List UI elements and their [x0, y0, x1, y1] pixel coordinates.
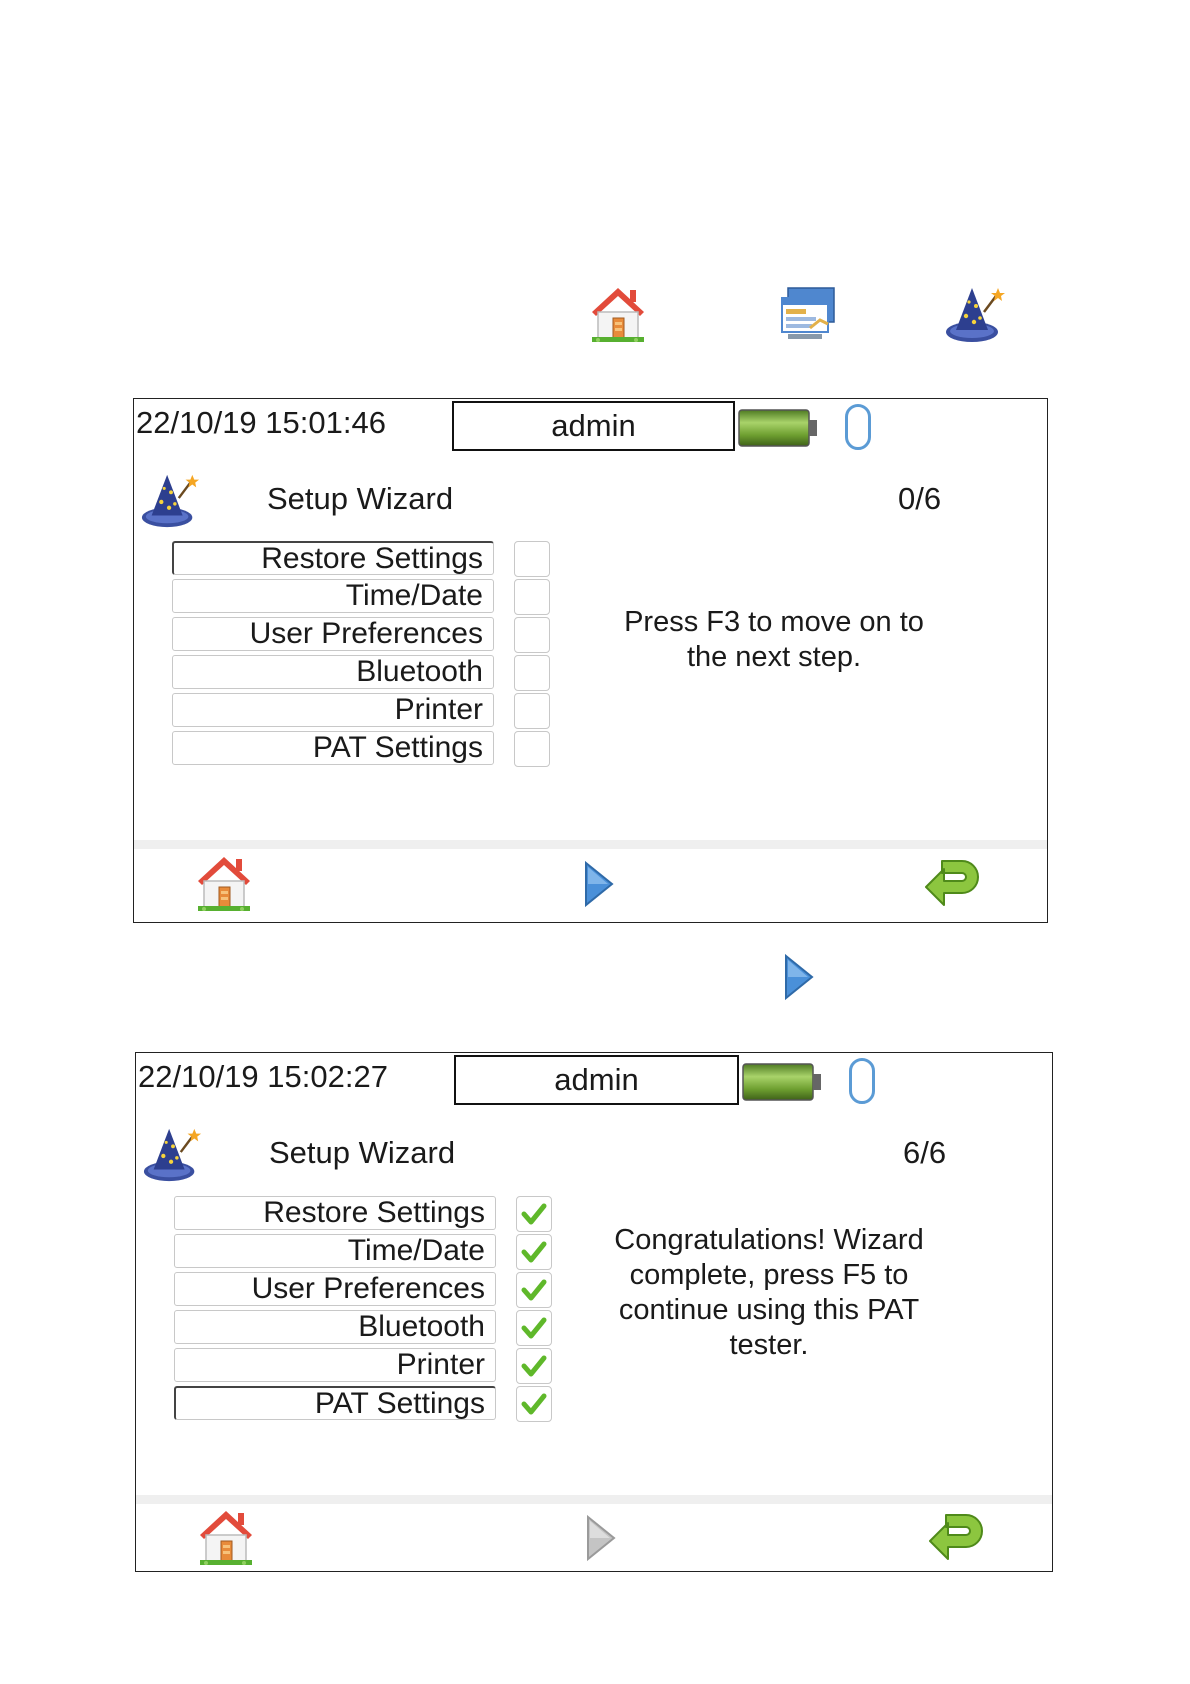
step-restore-settings[interactable]: Restore Settings: [172, 541, 494, 575]
connection-indicator-icon: [849, 1058, 875, 1104]
message-line: tester.: [729, 1329, 809, 1361]
connection-indicator-icon: [845, 404, 871, 450]
step-checkbox: [516, 1196, 552, 1232]
step-time-date[interactable]: Time/Date: [174, 1234, 496, 1268]
step-pat-settings[interactable]: PAT Settings: [174, 1386, 496, 1420]
step-user-preferences[interactable]: User Preferences: [174, 1272, 496, 1306]
settings-screen-icon[interactable]: [776, 282, 840, 346]
message-line: complete, press F5 to: [629, 1259, 909, 1291]
checkmark-icon: [519, 1275, 549, 1305]
instruction-message: [564, 605, 984, 675]
step-restore-settings[interactable]: Restore Settings: [174, 1196, 496, 1230]
wizard-screen-start: [133, 398, 1048, 923]
step-checkbox: [516, 1348, 552, 1384]
step-bluetooth[interactable]: Bluetooth: [172, 655, 494, 689]
step-checkbox: [516, 1272, 552, 1308]
home-icon[interactable]: [586, 282, 650, 346]
progress-counter: 0/6: [898, 481, 942, 516]
message-line: the next step.: [686, 641, 862, 673]
battery-icon: [738, 406, 822, 450]
wizard-icon: [140, 1123, 206, 1185]
next-button[interactable]: [578, 859, 618, 909]
datetime: 22/10/19 15:02:27: [138, 1059, 388, 1094]
message-line: Press F3 to move on to: [624, 606, 924, 638]
step-checkbox: [516, 1310, 552, 1346]
user-name: admin: [554, 1062, 639, 1097]
step-checkbox: [514, 617, 550, 653]
step-checkbox: [514, 655, 550, 691]
step-checkbox: [514, 693, 550, 729]
completion-message: [554, 1223, 984, 1363]
step-checkbox: [516, 1234, 552, 1270]
message-line: Congratulations! Wizard: [614, 1224, 924, 1256]
step-bluetooth[interactable]: Bluetooth: [174, 1310, 496, 1344]
toolbar-divider: [136, 1495, 1052, 1504]
wizard-icon[interactable]: [944, 282, 1008, 346]
checkmark-icon: [519, 1389, 549, 1419]
step-printer[interactable]: Printer: [172, 693, 494, 727]
battery-icon: [742, 1060, 826, 1104]
return-button[interactable]: [922, 851, 986, 915]
user-field[interactable]: [452, 401, 735, 451]
checkmark-icon: [519, 1199, 549, 1229]
step-checkbox: [514, 579, 550, 615]
step-pat-settings[interactable]: PAT Settings: [172, 731, 494, 765]
step-time-date[interactable]: Time/Date: [172, 579, 494, 613]
user-field[interactable]: [454, 1055, 739, 1105]
checkmark-icon: [519, 1351, 549, 1381]
wizard-screen-complete: [135, 1052, 1053, 1572]
step-checkbox: [516, 1386, 552, 1422]
toolbar-divider: [134, 840, 1047, 849]
home-button[interactable]: [194, 1505, 258, 1569]
next-step-arrow-icon: [778, 952, 818, 1002]
datetime: 22/10/19 15:01:46: [136, 405, 386, 440]
checkmark-icon: [519, 1237, 549, 1267]
next-button-disabled: [580, 1513, 620, 1563]
step-user-preferences[interactable]: User Preferences: [172, 617, 494, 651]
step-printer[interactable]: Printer: [174, 1348, 496, 1382]
checkmark-icon: [519, 1313, 549, 1343]
page-title: Setup Wizard: [269, 1135, 456, 1170]
home-button[interactable]: [192, 851, 256, 915]
step-checkbox: [514, 541, 550, 577]
step-checkbox: [514, 731, 550, 767]
message-line: continue using this PAT: [618, 1294, 920, 1326]
return-button[interactable]: [926, 1505, 990, 1569]
user-name: admin: [551, 408, 636, 443]
wizard-icon: [138, 469, 204, 531]
page-title: Setup Wizard: [267, 481, 454, 516]
progress-counter: 6/6: [903, 1135, 947, 1170]
